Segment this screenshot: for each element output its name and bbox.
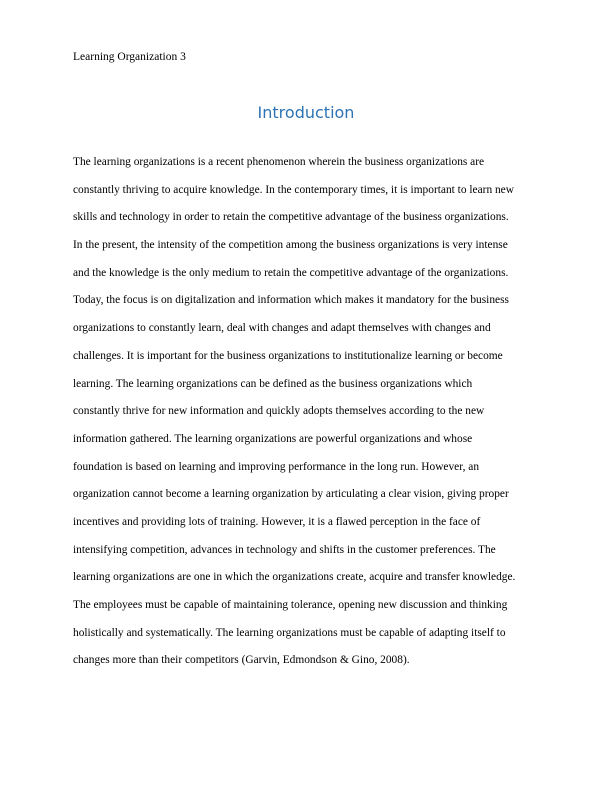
text-line: In the present, the intensity of the competition among the business organizations is very intense [73,239,508,252]
text-line: information gathered. The learning organizations are powerful organizations and whose [73,432,473,445]
text-line: Today, the focus is on digitalization and information which makes it mandatory for the business [73,294,509,307]
text-line: learning. The learning organizations can be defined as the business organizations which [73,377,473,390]
text-line: and the knowledge is the only medium to retain the competitive advantage of the organizations. [73,266,509,279]
text-line: constantly thriving to acquire knowledge. In the contemporary times, it is important to learn new [73,183,514,196]
running-head: Learning Organization 3 [73,51,186,63]
text-line: holistically and systematically. The learning organizations must be capable of adapting itself to [73,626,506,639]
text-line: The learning organizations is a recent phenomenon wherein the business organizations are [73,156,485,168]
text-line: intensifying competition, advances in technology and shifts in the customer preferences. The [73,543,496,556]
text-line: The employees must be capable of maintaining tolerance, opening new discussion and thinking [73,599,508,611]
text-line: changes more than their competitors (Garvin, Edmondson & Gino, 2008). [73,654,410,667]
text-line: incentives and providing lots of training. However, it is a flawed perception in the face of [73,515,481,528]
section-heading: Introduction [257,103,355,122]
text-line: constantly thrive for new information and quickly adopts themselves according to the new [73,405,485,418]
text-line: foundation is based on learning and improving performance in the long run. However, an [73,460,480,473]
text-line: organizations to constantly learn, deal with changes and adapt themselves with changes and [73,322,491,335]
body-paragraph [73,153,543,679]
text-line: skills and technology in order to retain the competitive advantage of the business organizations. [73,211,509,224]
text-line: learning organizations are one in which the organizations create, acquire and transfer knowledge. [73,571,516,584]
text-line: organization cannot become a learning organization by articulating a clear vision, giving proper [73,488,509,501]
text-line: challenges. It is important for the business organizations to institutionalize learning or become [73,349,503,362]
